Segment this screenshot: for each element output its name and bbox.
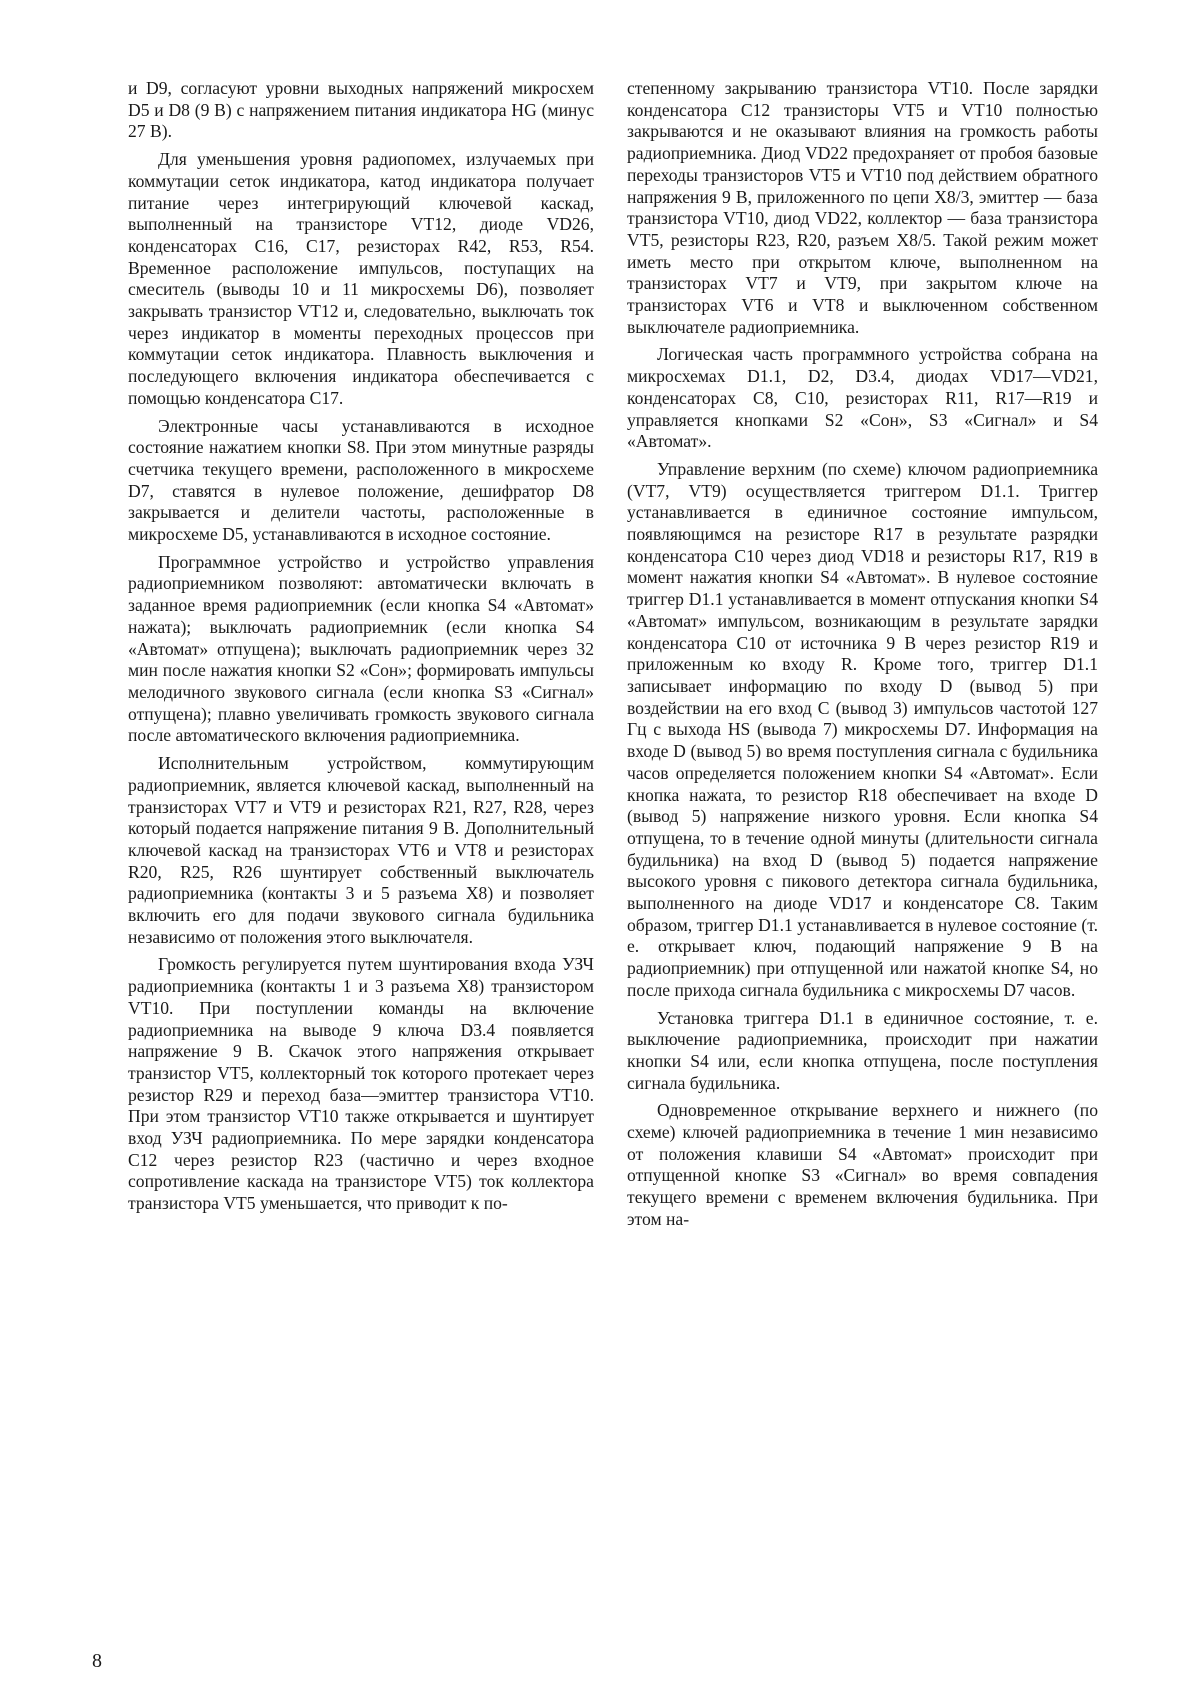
paragraph: Логическая часть программного устройства собрана на микросхемах D1.1, D2, D3.4, диодах VD17—VD21, конденсаторах C8, C10, резисторах R11, R17—R19 и управляется кнопками S2 «Сон», S3 «Сигнал» и S4 «Автомат».: [627, 344, 1098, 452]
right-text-column: [627, 78, 1098, 1237]
paragraph: Установка триггера D1.1 в единичное состояние, т. е. выключение радиоприемника, происходит при нажатии кнопки S4 или, если кнопка отпущена, после поступления сигнала будильника.: [627, 1007, 1098, 1093]
paragraph: Исполнительным устройством, коммутирующим радиоприемник, является ключевой каскад, выполненный на транзисторах VT7 и VT9 и резисторах R21, R27, R28, через который подается напряжение питания 9 В. Дополнительный ключевой каскад на транзисторах VT6 и VT8 и резисторах R20, R25, R26 шунтирует собственный выключатель радиоприемника (контакты 3 и 5 разъема X8) и позволяет включить его для подачи звукового сигнала будильника независимо от положения этого выключателя.: [128, 753, 594, 947]
paragraph: Электронные часы устанавливаются в исходное состояние нажатием кнопки S8. При этом минутные разряды счетчика текущего времени, расположенного в микросхеме D7, ставятся в нулевое положение, дешифратор D8 закрывается и делители частоты, расположенные в микросхеме D5, устанавливаются в исходное состояние.: [128, 415, 594, 545]
paragraph: Одновременное открывание верхнего и нижнего (по схеме) ключей радиоприемника в течение 1 мин независимо от положения клавиши S4 «Автомат» происходит при отпущенной кнопке S3 «Сигнал» во время совпадения текущего времени с временем включения будильника. При этом на-: [627, 1100, 1098, 1229]
paragraph: Громкость регулируется путем шунтирования входа УЗЧ радиоприемника (контакты 1 и 3 разъема X8) транзистором VT10. При поступлении команды на включение радиоприемника на выводе 9 ключа D3.4 появляется напряжение 9 В. Скачок этого напряжения открывает транзистор VT5, коллекторный ток которого протекает через резистор R29 и переход база—эмиттер транзистора VT10. При этом транзистор VT10 также открывается и шунтирует вход УЗЧ радиоприемника. По мере зарядки конденсатора C12 через резистор R23 (частично и через входное сопротивление каскада на транзисторе VT5) ток коллектора транзистора VT5 уменьшается, что приводит к по-: [128, 954, 594, 1214]
paragraph: и D9, согласуют уровни выходных напряжений микросхем D5 и D8 (9 В) с напряжением питания индикатора HG (минус 27 В).: [128, 78, 594, 142]
paragraph: Программное устройство и устройство управления радиоприемником позволяют: автоматически включать в заданное время радиоприемник (если кнопка S4 «Автомат» нажата); выключать радиоприемник (если кнопка S4 «Автомат» отпущена); выключать радиоприемник через 32 мин после нажатия кнопки S2 «Сон»; формировать импульсы мелодичного звукового сигнала (если кнопка S3 «Сигнал» отпущена); плавно увеличивать громкость звукового сигнала после автоматического включения радиоприемника.: [128, 551, 594, 746]
paragraph: Для уменьшения уровня радиопомех, излучаемых при коммутации сеток индикатора, катод индикатора получает питание через интегрирующий ключевой каскад, выполненный на транзисторе VT12, диоде VD26, конденсаторах C16, C17, резисторах R42, R53, R54. Временное расположение импульсов, поступащих на смеситель (выводы 10 и 11 микросхемы D6), позволяет закрывать транзистор VT12 и, следовательно, выключать ток через индикатор в моменты переходных процессов при коммутации сеток индикатора. Плавность выключения и последующего включения индикатора обеспечивается с помощью конденсатора C17.: [128, 149, 594, 408]
paragraph: Управление верхним (по схеме) ключом радиоприемника (VT7, VT9) осуществляется триггером D1.1. Триггер устанавливается в единичное состояние импульсом, появляющимся на резисторе R17 в результате разрядки конденсатора C10 через диод VD18 и резисторы R17, R19 в момент нажатия кнопки S4 «Автомат». В нулевое состояние триггер D1.1 устанавливается в момент отпускания кнопки S4 «Автомат» импульсом, возникающим в результате зарядки конденсатора C10 от источника 9 В через резистор R19 и приложенным ко входу R. Кроме того, триггер D1.1 записывает информацию по входу D (вывод 5) при воздействии на его вход C (вывод 3) импульсов частотой 127 Гц с выхода HS (вывода 7) микросхемы D7. Информация на входе D (вывод 5) во время поступления сигнала с будильника часов определяется положением кнопки S4 «Автомат». Если кнопка нажата, то резистор R18 обеспечивает на входе D (вывод 5) напряжение низкого уровня. Если кнопка S4 отпущена, то в течение одной минуты (длительности сигнала будильника) на вход D (вывод 5) подается напряжение высокого уровня с пикового детектора сигнала будильника, выполненного на диоде VD17 и конденсаторе C8. Таким образом, триггер D1.1 устанавливается в нулевое состояние (т. е. открывает ключ, подающий напряжение 9 В на радиоприемник) при отпущенной или нажатой кнопке S4, но после прихода сигнала будильника с микросхемы D7 часов.: [627, 458, 1098, 1000]
paragraph: степенному закрыванию транзистора VT10. После зарядки конденсатора C12 транзисторы VT5 и VT10 полностью закрываются и не оказывают влияния на громкость работы радиоприемника. Диод VD22 предохраняет от пробоя базовые переходы транзисторов VT5 и VT10 под действием обратного напряжения 9 В, приложенного по цепи X8/3, эмиттер — база транзистора VT10, диод VD22, коллектор — база транзистора VT5, резисторы R23, R20, разъем X8/5. Такой режим может иметь место при открытом ключе, выполненном на транзисторах VT7 и VT9, при закрытом ключе на транзисторах VT6 и VT8 и выключенном собственном выключателе радиоприемника.: [627, 78, 1098, 337]
left-text-column: [128, 78, 594, 1221]
page-number: 8: [92, 1650, 102, 1672]
